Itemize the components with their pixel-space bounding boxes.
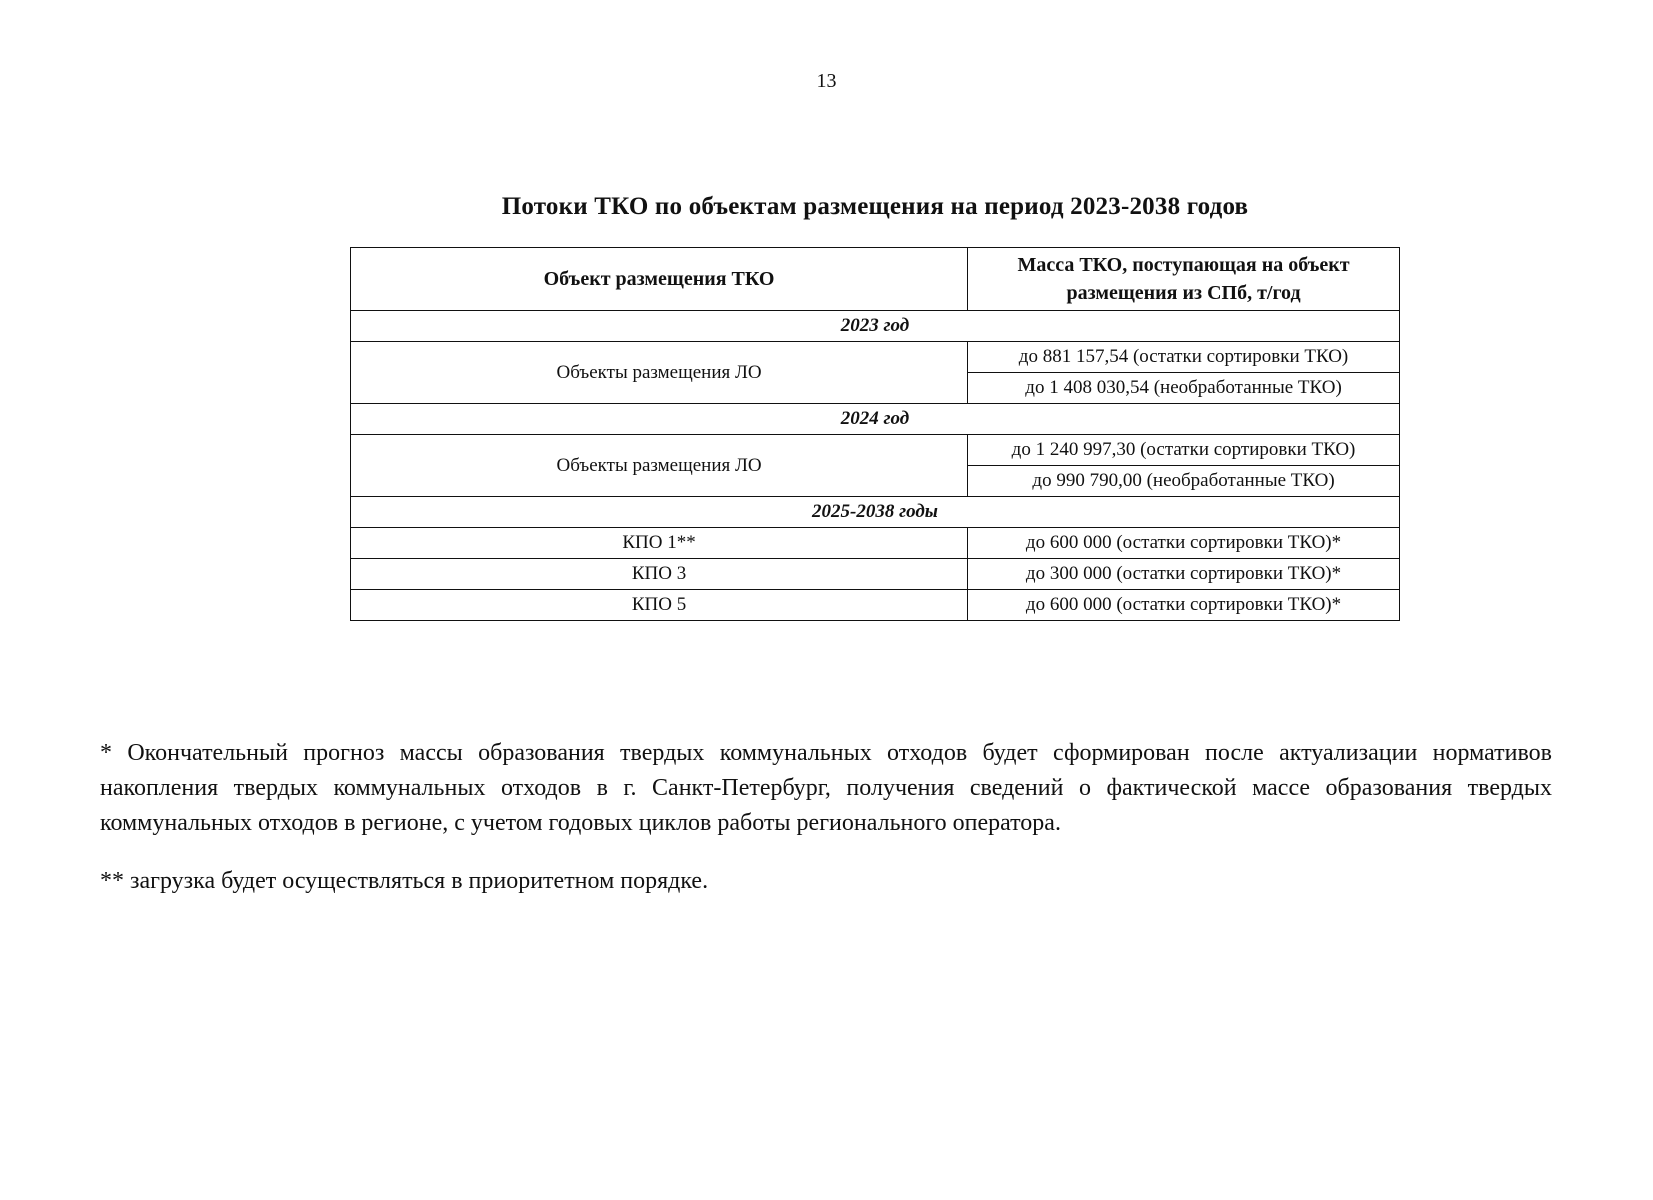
header-mass: Масса ТКО, поступающая на объект размещения из СПб, т/год [968,248,1400,311]
mass-cell: до 1 408 030,54 (необработанные ТКО) [968,373,1400,404]
object-cell: Объекты размещения ЛО [351,342,968,404]
table-header-row [351,248,1400,311]
waste-flows-table [350,247,1400,621]
section-label-2024: 2024 год [351,404,1400,435]
table-row [351,342,1400,373]
footnote-forecast: * Окончательный прогноз массы образования твердых коммунальных отходов будет сформирован после актуализации нормативов накопления твердых коммунальных отходов в г. Санкт-Петербург, получения сведений о фактической массе образования твердых коммунальных отходов в регионе, с учетом годовых циклов работы регионального оператора. [100,740,1552,836]
mass-cell: до 600 000 (остатки сортировки ТКО)* [968,528,1400,559]
section-label-2023: 2023 год [351,311,1400,342]
table-row [351,559,1400,590]
section-row-2025-2038 [351,497,1400,528]
section-row-2023 [351,311,1400,342]
mass-cell: до 881 157,54 (остатки сортировки ТКО) [968,342,1400,373]
mass-cell: до 1 240 997,30 (остатки сортировки ТКО) [968,435,1400,466]
mass-cell: до 600 000 (остатки сортировки ТКО)* [968,590,1400,621]
page-number: 13 [816,70,837,92]
mass-cell: до 300 000 (остатки сортировки ТКО)* [968,559,1400,590]
section-label-2025-2038: 2025-2038 годы [351,497,1400,528]
object-cell: КПО 3 [351,559,968,590]
table-row [351,435,1400,466]
object-cell: КПО 1** [351,528,968,559]
header-object: Объект размещения ТКО [351,248,968,311]
footnote-priority: ** загрузка будет осуществляться в приоритетном порядке. [100,868,709,894]
table-row [351,528,1400,559]
table-title: Потоки ТКО по объектам размещения на период 2023-2038 годов [501,193,1249,220]
section-row-2024 [351,404,1400,435]
table-row [351,590,1400,621]
object-cell: КПО 5 [351,590,968,621]
mass-cell: до 990 790,00 (необработанные ТКО) [968,466,1400,497]
object-cell: Объекты размещения ЛО [351,435,968,497]
